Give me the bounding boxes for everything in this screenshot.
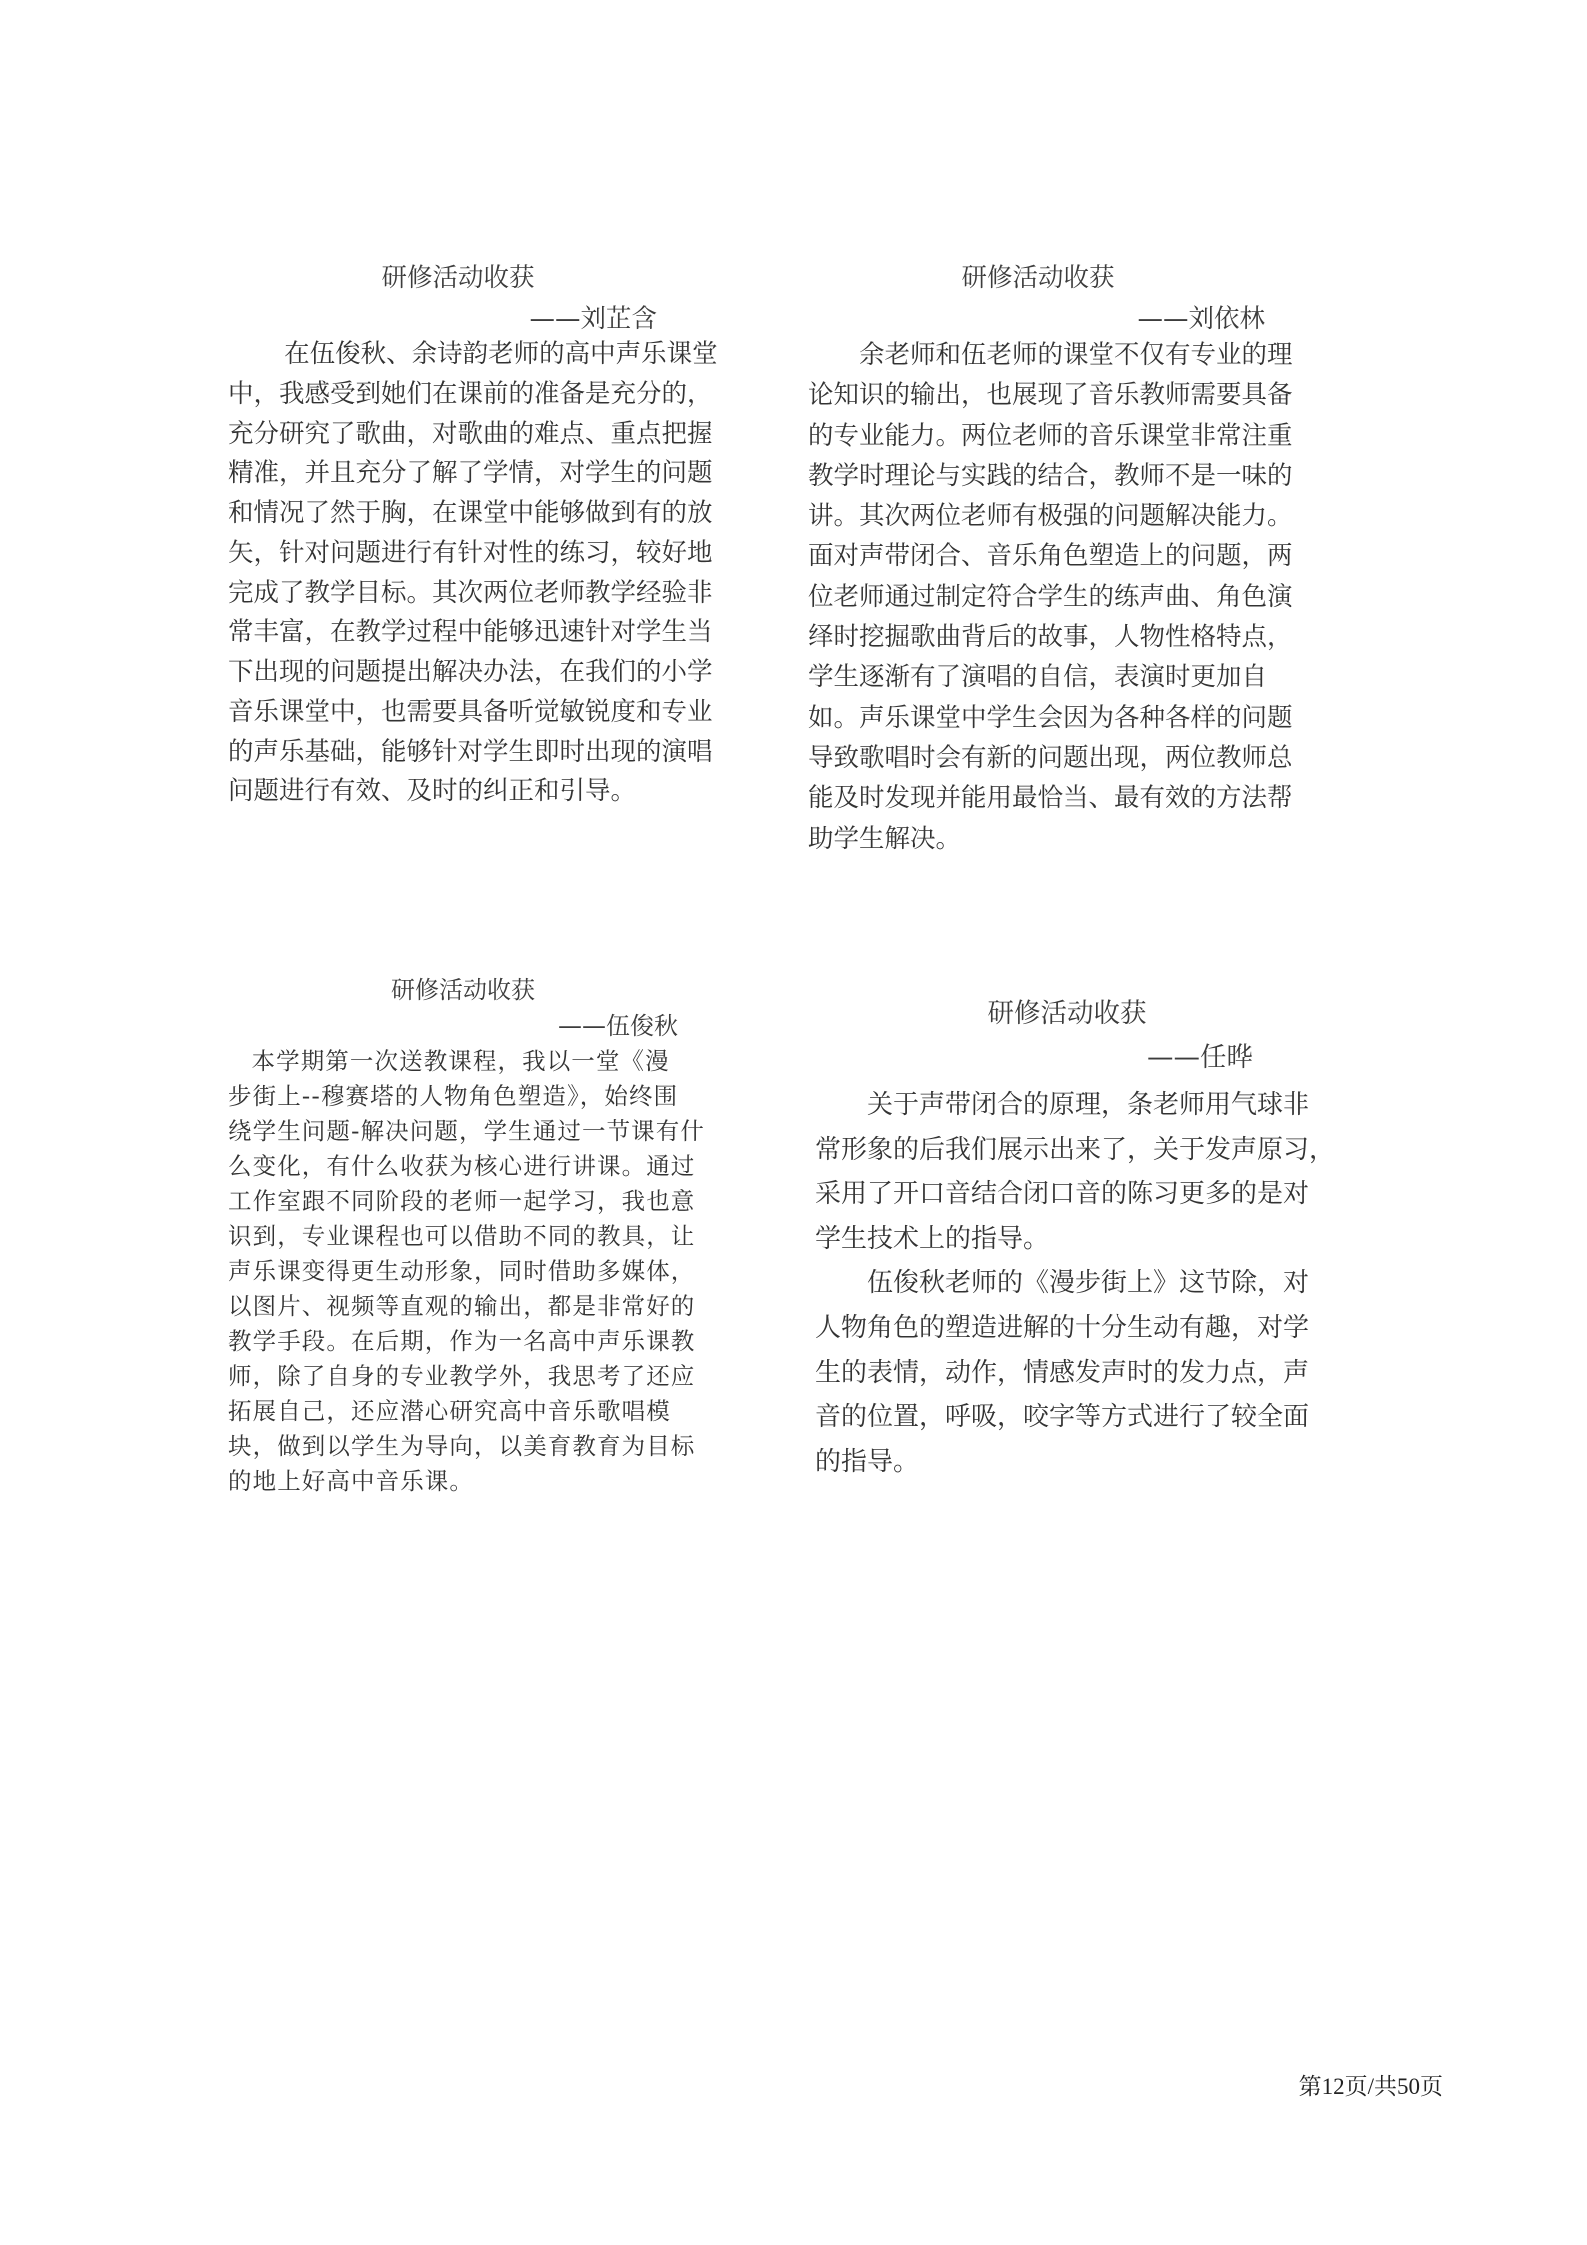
text-line: 论知识的输出，也展现了音乐教师需要具备: [808, 380, 1293, 411]
text-line: 充分研究了歌曲，对歌曲的难点、重点把握: [228, 418, 713, 449]
text-line: 的专业能力。两位老师的音乐课堂非常注重: [808, 420, 1293, 451]
text-line: 工作室跟不同阶段的老师一起学习，我也意: [228, 1187, 696, 1215]
section-author: ——刘芷含: [529, 304, 657, 334]
text-line: 问题进行有效、及时的纠正和引导。: [228, 776, 637, 807]
text-line: 的指导。: [815, 1446, 920, 1477]
section-title: 研修活动收获: [961, 263, 1115, 293]
text-line: 和情况了然于胸，在课堂中能够做到有的放: [228, 498, 713, 528]
text-line: 余老师和伍老师的课堂不仅有专业的理: [859, 340, 1293, 370]
text-line: 常形象的后我们展示出来了，关于发声原习，: [815, 1134, 1336, 1165]
text-line: 矢，针对问题进行有针对性的练习，较好地: [228, 537, 713, 568]
text-line: 音乐课堂中，也需要具备听觉敏锐度和专业: [228, 696, 713, 727]
text-line: 师，除了自身的专业教学外，我思考了还应: [228, 1362, 696, 1390]
text-line: 以图片、视频等直观的输出，都是非常好的: [228, 1292, 696, 1320]
text-line: 下出现的问题提出解决办法，在我们的小学: [228, 657, 713, 687]
text-line: 伍俊秋老师的《漫步街上》这节除，对: [867, 1268, 1310, 1299]
text-line: 本学期第一次送教课程，我以一堂《漫: [251, 1047, 670, 1075]
text-line: 位老师通过制定符合学生的练声曲、角色演: [808, 581, 1293, 612]
page-number: 第12页/共50页: [1298, 2074, 1443, 2099]
text-line: 么变化，有什么收获为核心进行讲课。通过: [228, 1152, 696, 1180]
text-line: 的地上好高中音乐课。: [228, 1467, 474, 1495]
text-line: 关于声带闭合的原理，条老师用气球非: [867, 1090, 1310, 1120]
section-author: ——伍俊秋: [558, 1012, 678, 1040]
text-line: 绎时挖掘歌曲背后的故事，人物性格特点，: [808, 622, 1293, 653]
section-title: 研修活动收获: [987, 998, 1147, 1029]
section-title: 研修活动收获: [381, 263, 535, 293]
text-line: 生的表情，动作，情感发声时的发力点，声: [815, 1357, 1310, 1388]
text-line: 完成了教学目标。其次两位老师教学经验非: [228, 577, 713, 608]
text-line: 识到，专业课程也可以借助不同的教具，让: [228, 1222, 696, 1250]
section-author: ——任晔: [1147, 1042, 1253, 1073]
text-line: 能及时发现并能用最恰当、最有效的方法帮: [808, 783, 1293, 814]
text-line: 精准，并且充分了解了学情，对学生的问题: [228, 458, 713, 489]
text-line: 人物角色的塑造进解的十分生动有趣，对学: [815, 1312, 1310, 1343]
text-line: 音的位置，呼吸，咬字等方式进行了较全面: [815, 1402, 1310, 1433]
text-line: 绕学生问题-解决问题，学生通过一节课有什: [228, 1117, 705, 1145]
section-body: [815, 1083, 1335, 1484]
text-line: 步街上--穆赛塔的人物角色塑造》，始终围: [228, 1082, 679, 1110]
section-body: [228, 335, 718, 812]
section-author: ——刘依林: [1137, 304, 1265, 334]
text-line: 采用了开口音结合闭口音的陈习更多的是对: [815, 1179, 1310, 1210]
text-line: 在伍俊秋、余诗韵老师的高中声乐课堂: [284, 339, 718, 369]
text-line: 如。声乐课堂中学生会因为各种各样的问题: [808, 702, 1293, 733]
text-line: 教学时理论与实践的结合，教师不是一味的: [808, 460, 1293, 491]
text-line: 助学生解决。: [808, 823, 962, 854]
section-body: [228, 1044, 705, 1499]
text-line: 教学手段。在后期，作为一名高中声乐课教: [228, 1327, 696, 1355]
text-line: 学生逐渐有了演唱的自信，表演时更加自: [808, 662, 1268, 693]
text-line: 学生技术上的指导。: [815, 1223, 1050, 1254]
text-line: 常丰富，在教学过程中能够迅速针对学生当: [228, 617, 713, 648]
text-line: 块，做到以学生为导向，以美育教育为目标: [228, 1432, 696, 1460]
section-body: [808, 335, 1293, 859]
text-line: 讲。其次两位老师有极强的问题解决能力。: [808, 501, 1293, 532]
text-line: 的声乐基础，能够针对学生即时出现的演唱: [228, 736, 713, 767]
text-line: 中，我感受到她们在课前的准备是充分的，: [228, 378, 713, 409]
text-line: 面对声带闭合、音乐角色塑造上的问题，两: [808, 541, 1293, 572]
text-line: 拓展自己，还应潜心研究高中音乐歌唱模: [228, 1397, 671, 1425]
text-line: 声乐课变得更生动形象，同时借助多媒体，: [228, 1257, 696, 1285]
text-line: 导致歌唱时会有新的问题出现，两位教师总: [808, 742, 1293, 773]
section-title: 研修活动收获: [391, 976, 535, 1004]
